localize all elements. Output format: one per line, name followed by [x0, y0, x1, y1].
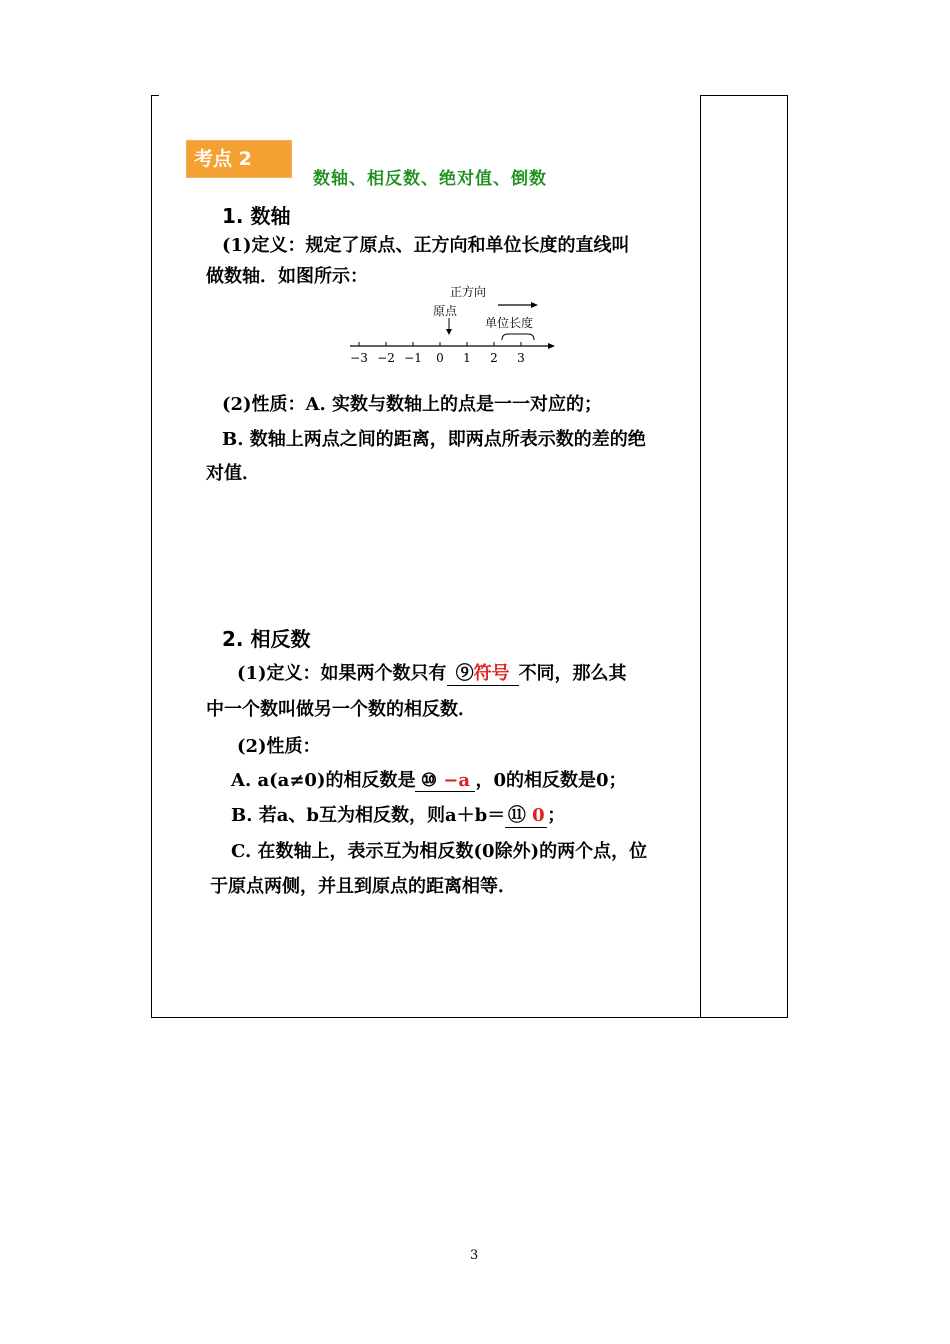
blank-number-11: ⑪: [507, 805, 526, 826]
answer-blank-11: [505, 801, 547, 828]
property-a: (2)性质：A. 实数与数轴上的点是一一对应的；: [222, 394, 603, 415]
answer-10: −a: [443, 770, 471, 791]
tick-label: 2: [490, 351, 498, 365]
number-line-figure: [348, 282, 558, 368]
prop-b-prefix: B. 若a、b互为相反数，则a＋b＝: [231, 805, 506, 826]
prop-b-suffix: ；: [547, 805, 566, 826]
tick-label: −1: [404, 351, 422, 365]
axis-arrowhead: [548, 343, 555, 349]
table-border-right: [787, 95, 788, 1018]
blank-number-9: ⑨: [455, 663, 474, 684]
page-number: 3: [470, 1248, 479, 1263]
direction-arrowhead: [531, 302, 538, 308]
property-b-line-2: 对值．: [206, 463, 260, 484]
opposite-definition-line-2: 中一个数叫做另一个数的相反数．: [206, 699, 476, 720]
opposite-definition-line-1: [237, 659, 627, 686]
definition-line-2: 做数轴．如图所示：: [206, 266, 368, 287]
tick-label: 1: [463, 351, 471, 365]
def-suffix: 不同，那么其: [518, 663, 627, 684]
answer-blank-9: [447, 659, 519, 686]
opposite-property-title: (2)性质：: [237, 736, 321, 757]
definition-line-1: (1)定义：规定了原点、正方向和单位长度的直线叫: [222, 235, 630, 256]
unit-brace: [502, 334, 534, 340]
table-border-bottom: [151, 1017, 788, 1018]
section-title: 数轴、相反数、绝对值、倒数: [313, 169, 547, 189]
opposite-property-c-line-1: C. 在数轴上，表示互为相反数(0除外)的两个点，位: [231, 841, 648, 862]
heading-number-line: 1. 数轴: [222, 204, 291, 228]
answer-11: 0: [532, 805, 545, 826]
topic-badge: 考点 2: [186, 140, 292, 178]
table-column-divider: [700, 95, 701, 1017]
prop-a-prefix: A. a(a≠0)的相反数是: [231, 770, 416, 791]
table-border-left: [151, 95, 152, 1017]
opposite-property-a: [231, 766, 627, 792]
property-b-line-1: B. 数轴上两点之间的距离，即两点所表示数的差的绝: [222, 429, 646, 450]
opposite-property-b: [231, 801, 565, 828]
heading-opposite-numbers: 2. 相反数: [222, 627, 311, 651]
prop-a-suffix: ，0的相反数是0；: [475, 770, 627, 791]
tick-label: −2: [377, 351, 395, 365]
table-border-tick: [151, 95, 159, 96]
tick-label: −3: [350, 351, 368, 365]
answer-blank-10: [415, 770, 475, 792]
origin-pointer-head: [446, 329, 452, 335]
blank-number-10: ⑩: [420, 770, 438, 791]
label-unit-length: 单位长度: [485, 316, 534, 330]
table-border-top-right: [700, 95, 788, 96]
label-origin: 原点: [433, 304, 458, 318]
label-direction: 正方向: [450, 285, 487, 299]
tick-label: 3: [517, 351, 525, 365]
opposite-property-c-line-2: 于原点两侧，并且到原点的距离相等．: [210, 876, 516, 897]
tick-label: 0: [436, 351, 444, 365]
answer-9: 符号: [473, 663, 510, 684]
def-prefix: (1)定义：如果两个数只有: [237, 663, 447, 684]
